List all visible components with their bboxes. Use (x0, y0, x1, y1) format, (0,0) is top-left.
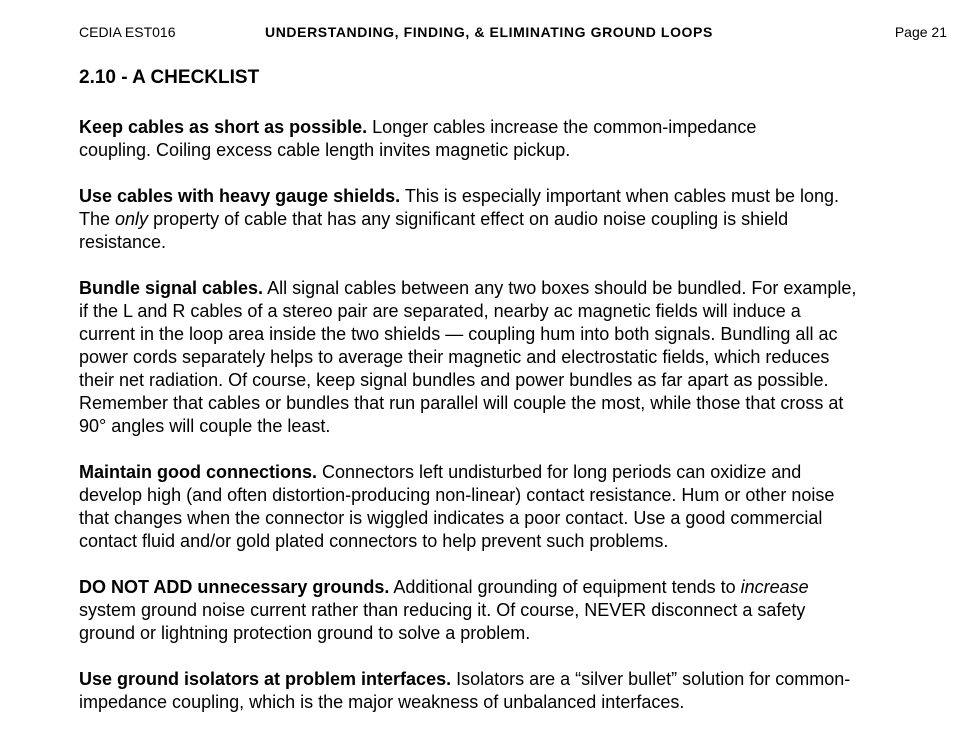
item-lead: Use ground isolators at problem interfaces. (79, 669, 452, 689)
checklist-item-ground-isolators (79, 668, 951, 714)
item-emphasis: only (115, 209, 149, 229)
item-text: Longer cables increase the common-impedance (367, 117, 757, 137)
item-text: if the L and R cables of a stereo pair are separated, nearby ac magnetic fields will induce a (79, 301, 801, 321)
item-text: that changes when the connector is wiggled indicates a poor contact. Use a good commercial (79, 508, 823, 528)
document-id: CEDIA EST016 (79, 24, 176, 40)
item-text: ground or lightning protection ground to solve a problem. (79, 623, 531, 643)
item-text: Connectors left undisturbed for long periods can oxidize and (317, 462, 802, 482)
checklist-item-bundle-cables (79, 277, 951, 438)
item-lead: Keep cables as short as possible. (79, 117, 368, 137)
item-text: 90° angles will couple the least. (79, 416, 331, 436)
item-text: impedance coupling, which is the major weakness of unbalanced interfaces. (79, 692, 685, 712)
item-text: current in the loop area inside the two shields — coupling hum into both signals. Bundling all ac (79, 324, 838, 344)
checklist-item-no-extra-grounds (79, 576, 951, 645)
item-lead: Maintain good connections. (79, 462, 317, 482)
item-text: their net radiation. Of course, keep signal bundles and power bundles as far apart as possible. (79, 370, 829, 390)
document-title: UNDERSTANDING, FINDING, & ELIMINATING GROUND LOOPS (265, 24, 713, 40)
item-emphasis: increase (740, 577, 809, 597)
item-text: resistance. (79, 232, 167, 252)
item-lead: Use cables with heavy gauge shields. (79, 186, 401, 206)
item-text: Isolators are a “silver bullet” solution for common- (451, 669, 851, 689)
item-text: power cords separately helps to average their magnetic and electrostatic fields, which reduces (79, 347, 830, 367)
checklist-item-short-cables (79, 116, 951, 162)
checklist-body (79, 116, 951, 737)
page-header (0, 24, 964, 42)
item-text: develop high (and often distortion-producing non-linear) contact resistance. Hum or other noise (79, 485, 835, 505)
item-lead: DO NOT ADD unnecessary grounds. (79, 577, 390, 597)
item-lead: Bundle signal cables. (79, 278, 264, 298)
item-text: This is especially important when cables must be long. (400, 186, 840, 206)
item-text: Additional grounding of equipment tends to (389, 577, 741, 597)
item-text: The (79, 209, 116, 229)
item-text: property of cable that has any significant effect on audio noise coupling is shield (148, 209, 789, 229)
checklist-item-good-connections (79, 461, 951, 553)
item-text: contact fluid and/or gold plated connectors to help prevent such problems. (79, 531, 669, 551)
item-text: Remember that cables or bundles that run parallel will couple the most, while those that cross at (79, 393, 844, 413)
page-number: Page 21 (894, 24, 947, 40)
checklist-item-heavy-shields (79, 185, 951, 254)
section-title: 2.10 - A CHECKLIST (79, 67, 260, 88)
item-text: All signal cables between any two boxes should be bundled. For example, (263, 278, 857, 298)
item-text: coupling. Coiling excess cable length invites magnetic pickup. (79, 140, 571, 160)
item-text: system ground noise current rather than reducing it. Of course, NEVER disconnect a safety (79, 600, 806, 620)
